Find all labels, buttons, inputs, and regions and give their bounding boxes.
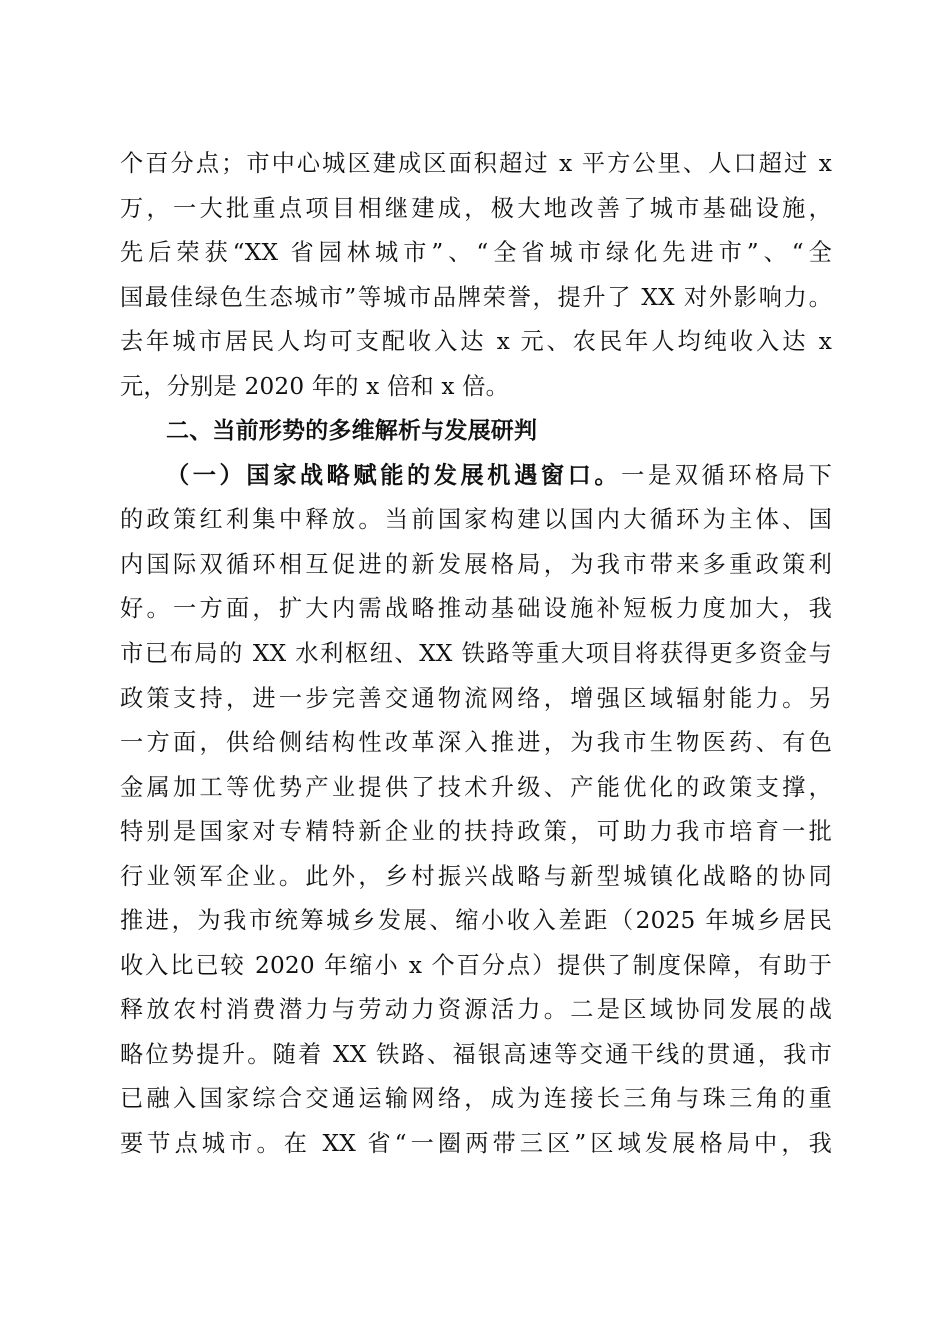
paragraph-line: 要节点城市。在 XX 省“一圈两带三区”区域发展格局中，我 xyxy=(120,1130,832,1158)
paragraph-line: 收入比已较 2020 年缩小 x 个百分点）提供了制度保障，有助于 xyxy=(120,951,832,979)
paragraph-line: 略位势提升。随着 XX 铁路、福银高速等交通干线的贯通，我市 xyxy=(120,1040,832,1068)
subsection-heading: （一）国家战略赋能的发展机遇窗口。 xyxy=(166,461,622,489)
paragraph-line: 国最佳绿色生态城市”等城市品牌荣誉，提升了 XX 对外影响力。 xyxy=(120,283,832,311)
paragraph-line: 市已布局的 XX 水利枢纽、XX 铁路等重大项目将获得更多资金与 xyxy=(120,640,832,668)
paragraph-line: 特别是国家对专精特新企业的扶持政策，可助力我市培育一批 xyxy=(120,818,832,846)
paragraph-line: 去年城市居民人均可支配收入达 x 元、农民年人均纯收入达 x xyxy=(120,328,832,356)
paragraph-line: 释放农村消费潜力与劳动力资源活力。二是区域协同发展的战 xyxy=(120,996,832,1024)
paragraph-line: 一方面，供给侧结构性改革深入推进，为我市生物医药、有色 xyxy=(120,729,832,757)
paragraph-line: 好。一方面，扩大内需战略推动基础设施补短板力度加大，我 xyxy=(120,595,832,623)
paragraph-line: 内国际双循环相互促进的新发展格局，为我市带来多重政策利 xyxy=(120,550,832,578)
paragraph-line: 金属加工等优势产业提供了技术升级、产能优化的政策支撑， xyxy=(120,773,832,801)
paragraph-line: 万，一大批重点项目相继建成，极大地改善了城市基础设施， xyxy=(120,194,832,222)
paragraph-line: 个百分点；市中心城区建成区面积超过 x 平方公里、人口超过 x xyxy=(120,150,832,177)
paragraph-line: 的政策红利集中释放。当前国家构建以国内大循环为主体、国 xyxy=(120,506,832,534)
paragraph-line: 政策支持，进一步完善交通物流网络，增强区域辐射能力。另 xyxy=(120,684,832,712)
paragraph-line: 推进，为我市统筹城乡发展、缩小收入差距（2025 年城乡居民 xyxy=(120,907,832,935)
paragraph-line: 元，分别是 2020 年的 x 倍和 x 倍。 xyxy=(120,372,510,400)
subsection-first-line xyxy=(120,454,832,499)
paragraph-line: 已融入国家综合交通运输网络，成为连接长三角与珠三角的重 xyxy=(120,1085,832,1113)
paragraph-line: 先后荣获“XX 省园林城市”、“全省城市绿化先进市”、“全 xyxy=(120,239,832,267)
paragraph-text: 一是双循环格局下 xyxy=(621,461,832,489)
paragraph-line: 行业领军企业。此外，乡村振兴战略与新型城镇化战略的协同 xyxy=(120,862,832,890)
document-body xyxy=(120,142,832,1167)
section-heading: 二、当前形势的多维解析与发展研判 xyxy=(166,418,538,445)
